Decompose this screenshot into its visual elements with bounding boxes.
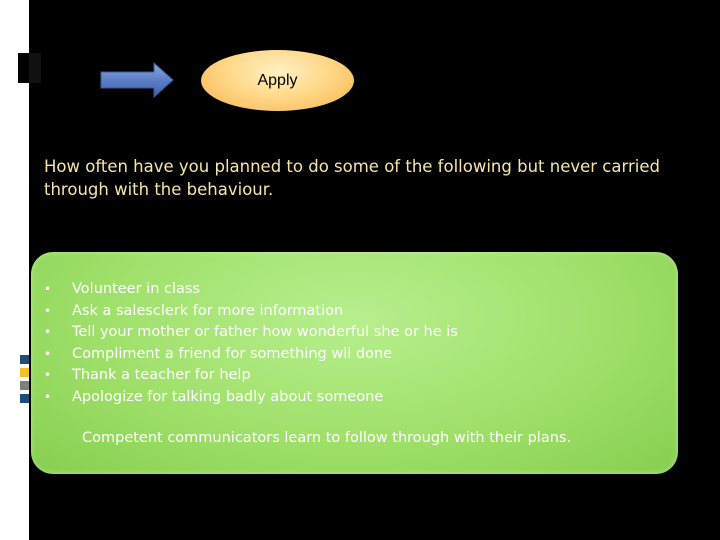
list-item: • Ask a salesclerk for more information [44,301,458,323]
corner-decoration-inner [29,53,41,83]
list-item: • Volunteer in class [44,279,458,301]
corner-decoration [18,53,29,83]
bullet-icon: • [44,325,52,340]
bullet-icon: • [44,303,52,318]
right-arrow-icon [100,62,174,98]
list-item: • Apologize for talking badly about someone [44,387,458,409]
list-item: • Compliment a friend for something wll done [44,344,458,366]
bullet-icon: • [44,389,52,404]
list-item: • Thank a teacher for help [44,365,458,387]
accent-square-gray [20,381,29,390]
list-item: • Tell your mother or father how wonderful she or he is [44,322,458,344]
accent-square-blue-2 [20,394,29,403]
bullet-icon: • [44,368,52,383]
bullet-icon: • [44,282,52,296]
accent-square-blue [20,355,29,364]
examples-list [44,279,458,409]
apply-oval [201,50,354,111]
accent-square-yellow [20,368,29,377]
conclusion-text: Competent communicators learn to follow through with their plans. [82,430,572,446]
apply-label: Apply [257,71,298,89]
intro-text: How often have you planned to do some of the following but never carried through with the behaviour. [44,157,660,199]
bullet-icon: • [44,346,52,361]
